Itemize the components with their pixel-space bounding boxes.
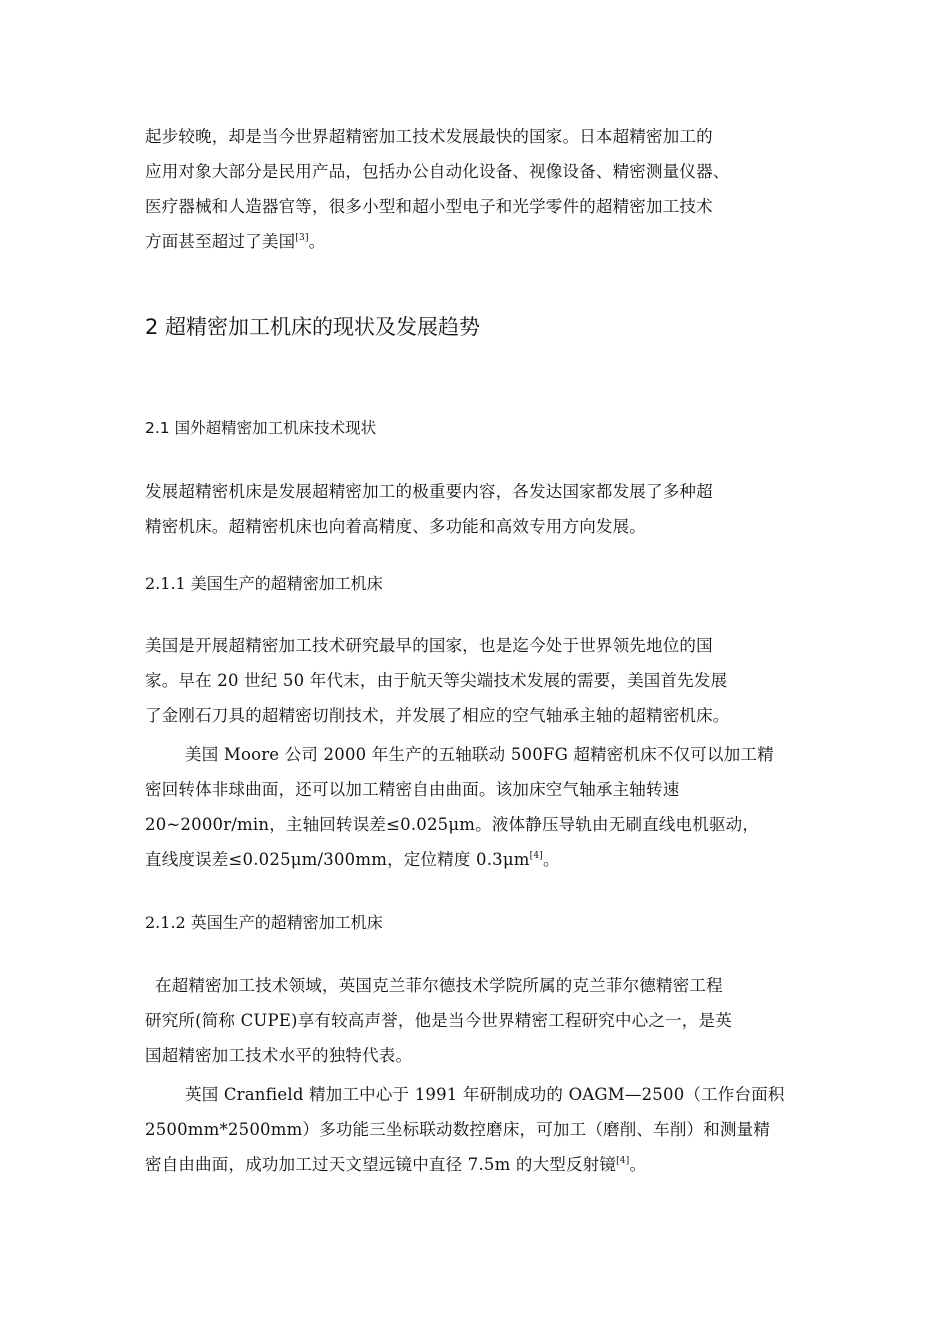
text-line: 美国 Moore 公司 2000 年生产的五轴联动 500FG 超精密机床不仅可以加工精: [185, 745, 774, 764]
text-fragment: 直线度误差≤0.025μm/300mm，定位精度 0.3μm: [145, 850, 530, 869]
text-line: 精密机床。超精密机床也向着高精度、多功能和高效专用方向发展。: [145, 517, 646, 536]
text-fragment: 。: [543, 850, 560, 869]
citation: [4]: [529, 851, 543, 861]
subsubsection-heading: 2.1.2 英国生产的超精密加工机床: [145, 913, 383, 932]
section-heading: 2 超精密加工机床的现状及发展趋势: [145, 315, 481, 339]
intro-paragraph: [145, 119, 815, 259]
text-line: 起步较晚，却是当今世界超精密加工技术发展最快的国家。日本超精密加工的: [145, 127, 713, 146]
paragraph: [145, 474, 815, 544]
text-line: 2500mm*2500mm）多功能三坐标联动数控磨床，可加工（磨削、车削）和测量精: [145, 1120, 771, 1139]
subsection-heading: 2.1 国外超精密加工机床技术现状: [145, 419, 377, 437]
text-line: 了金刚石刀具的超精密切削技术，并发展了相应的空气轴承主轴的超精密机床。: [145, 706, 730, 725]
text-line: 国超精密加工技术水平的独特代表。: [145, 1046, 413, 1065]
text-line: [145, 224, 815, 259]
text-fragment: 方面甚至超过了美国: [145, 232, 296, 251]
text-line: 研究所(简称 CUPE)享有较高声誉，他是当今世界精密工程研究中心之一，是英: [145, 1011, 732, 1030]
citation: [3]: [295, 233, 309, 243]
paragraph: [145, 968, 815, 1073]
text-line: 英国 Cranfield 精加工中心于 1991 年研制成功的 OAGM—2500（工作台面积: [185, 1085, 785, 1104]
paragraph: [145, 737, 815, 877]
text-line: [145, 842, 815, 877]
text-line: 家。早在 20 世纪 50 年代末，由于航天等尖端技术发展的需要，美国首先发展: [145, 671, 728, 690]
paragraph: [145, 628, 815, 733]
paragraph: [145, 1077, 815, 1182]
text-line: 医疗器械和人造器官等，很多小型和超小型电子和光学零件的超精密加工技术: [145, 197, 713, 216]
text-line: 20~2000r/min，主轴回转误差≤0.025μm。液体静压导轨由无刷直线电机驱动，: [145, 815, 760, 834]
text-line: [145, 1147, 815, 1182]
text-fragment: 。: [629, 1155, 647, 1174]
text-fragment: 密自由曲面，成功加工过天文望远镜中直径 7.5m 的大型反射镜: [145, 1155, 617, 1174]
citation: [4]: [616, 1156, 630, 1166]
text-line: 应用对象大部分是民用产品，包括办公自动化设备、视像设备、精密测量仪器、: [145, 162, 730, 181]
text-fragment: 。: [308, 232, 326, 251]
text-line: 密回转体非球曲面，还可以加工精密自由曲面。该加床空气轴承主轴转速: [145, 780, 680, 799]
subsubsection-heading: 2.1.1 美国生产的超精密加工机床: [145, 574, 383, 593]
text-line: 在超精密加工技术领域，英国克兰菲尔德技术学院所属的克兰菲尔德精密工程: [155, 976, 723, 995]
text-line: 美国是开展超精密加工技术研究最早的国家，也是迄今处于世界领先地位的国: [145, 636, 713, 655]
text-line: 发展超精密机床是发展超精密加工的极重要内容，各发达国家都发展了多种超: [145, 482, 713, 501]
